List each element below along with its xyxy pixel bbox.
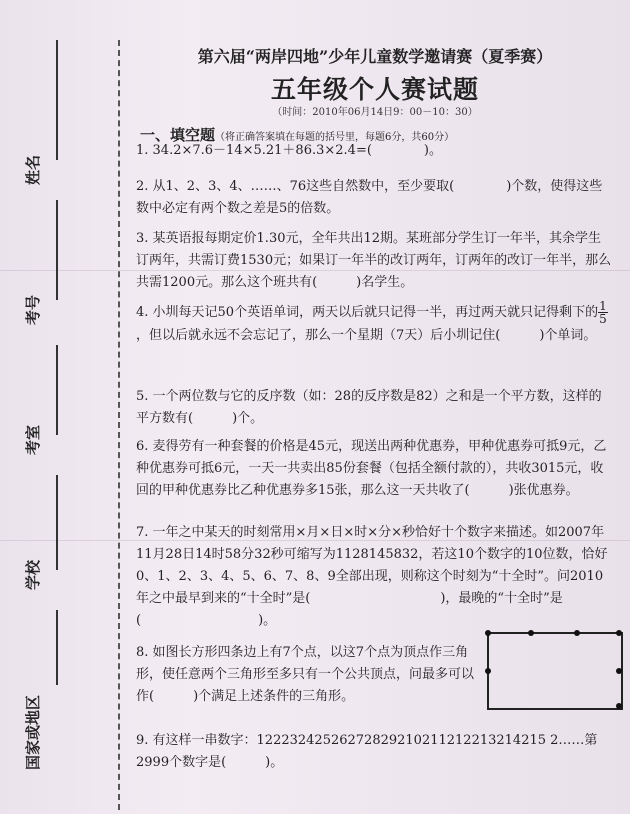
figure-point bbox=[574, 630, 580, 636]
question-7: 7. 一年之中某天的时刻常用×月×日×时×分×秒恰好十个数字来描述。如2007年11月28日14时58分32秒可缩写为1128145832，若这10个数字的10位数，恰好0、1、2、3、4、5、6、7、8、9全部出现，则称这个时刻为“十全时”。问2010年之中最早到来的“十全时”是( )，最晚的“十全时”是( )。 bbox=[136, 525, 608, 628]
fraction-numerator: 1 bbox=[599, 299, 607, 313]
figure-point bbox=[528, 630, 534, 636]
question-4 bbox=[136, 300, 614, 347]
figure-point bbox=[616, 630, 622, 636]
competition-title: 第六届“两岸四地”少年儿童数学邀请赛（夏季赛） bbox=[197, 47, 553, 66]
rectangle-figure bbox=[487, 632, 623, 710]
figure-point bbox=[485, 630, 491, 636]
name-underline bbox=[56, 40, 58, 160]
side-label-school: 学校 bbox=[24, 559, 42, 590]
figure-point bbox=[616, 703, 622, 709]
room-underline bbox=[56, 345, 58, 435]
figure-point bbox=[616, 668, 622, 674]
side-label-name: 姓名 bbox=[24, 154, 42, 185]
region-underline bbox=[56, 610, 58, 685]
figure-point bbox=[485, 668, 491, 674]
section-note: （将正确答案填在每题的括号里，每题6分，共60分） bbox=[215, 132, 455, 143]
question-8: 8. 如图长方形四条边上有7个点，以这7个点为顶点作三角形，使任意两个三角形至多只有一个公共顶点，问最多可以作( )个满足上述条件的三角形。 bbox=[136, 645, 475, 704]
school-underline bbox=[56, 475, 58, 570]
question-9: 9. 有这样一串数字：12223242526272829210211212213214215 2……第2999个数字是( )。 bbox=[136, 733, 598, 770]
binding-dashed-line bbox=[118, 40, 120, 810]
question-6: 6. 麦得劳有一种套餐的价格是45元，现送出两种优惠券，甲种优惠券可抵9元，乙种优惠券可抵6元，一天一共卖出85份套餐（包括全额付款的），共收3015元，收回的甲种优惠券比乙种优惠券多15张，那么这一天共收了( )张优惠券。 bbox=[136, 439, 607, 498]
side-label-number: 考号 bbox=[24, 294, 42, 325]
question-4-text-a: 4. 小圳每天记50个英语单词，两天以后就只记得一半，再过两天就只记得剩下的 bbox=[136, 305, 599, 320]
section-title: 一、填空题 bbox=[140, 126, 216, 144]
question-2: 2. 从1、2、3、4、……、76这些自然数中，至少要取( )个数，使得这些数中必定有两个数之差是5的倍数。 bbox=[136, 179, 603, 216]
side-label-region: 国家或地区 bbox=[24, 694, 42, 770]
fraction-one-fifth bbox=[598, 300, 608, 325]
side-label-room: 考室 bbox=[24, 424, 42, 455]
question-1: 1. 34.2×7.6－14×5.21＋86.3×2.4=( )。 bbox=[136, 143, 442, 158]
fraction-denominator: 5 bbox=[599, 312, 607, 326]
exam-time: （时间：2010年06月14日9：00－10：30） bbox=[272, 107, 478, 118]
question-3: 3. 某英语报每期定价1.30元，全年共出12期。某班部分学生订一年半，其余学生订两年，共需订费1530元；如果订一年半的改订两年，订两年的改订一年半，那么共需1200元。那么这个班共有( )名学生。 bbox=[136, 231, 612, 290]
question-5: 5. 一个两位数与它的反序数（如：28的反序数是82）之和是一个平方数，这样的平方数有( )个。 bbox=[136, 389, 602, 426]
question-4-text-b: ，但以后就永远不会忘记了，那么一个星期（7天）后小圳记住( )个单词。 bbox=[136, 328, 597, 343]
exam-title: 五年级个人赛试题 bbox=[270, 75, 479, 104]
number-underline bbox=[56, 200, 58, 300]
